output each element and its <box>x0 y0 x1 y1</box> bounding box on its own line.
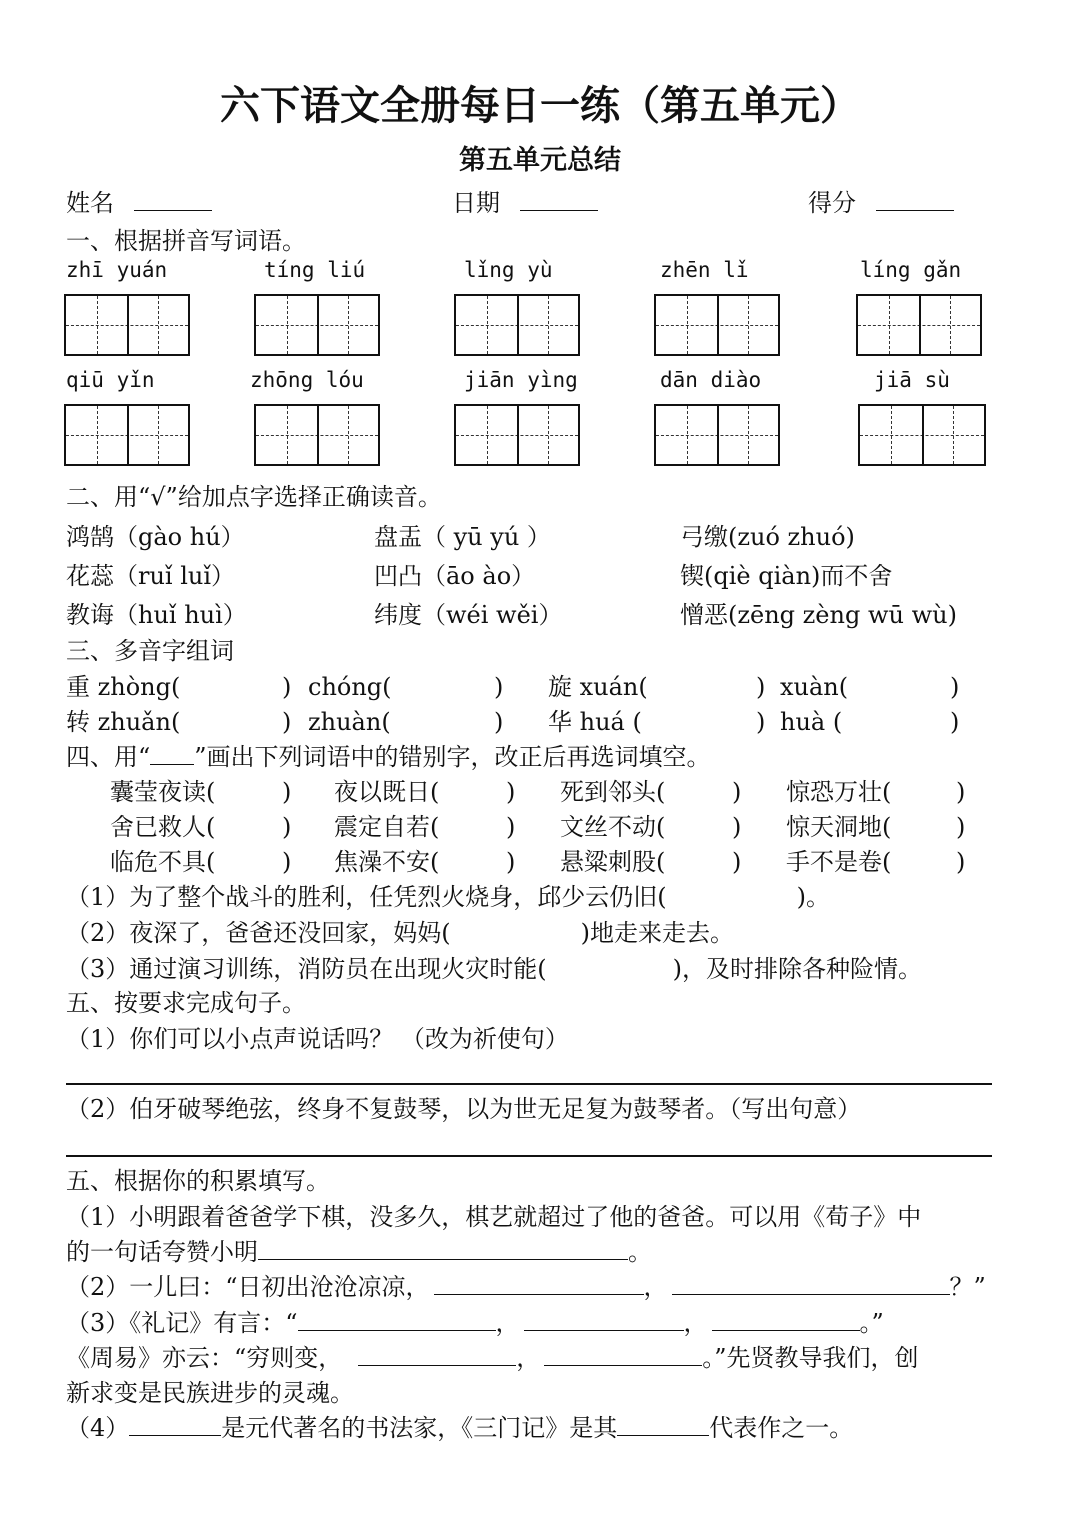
reading-item: 盘盂（ yū yú ） <box>374 523 551 551</box>
date-blank[interactable] <box>520 188 598 211</box>
polyphone-zhong: 重 zhòng( <box>66 673 181 701</box>
paren-close: ) <box>282 673 292 701</box>
score-label: 得分 <box>808 189 856 217</box>
pinyin-1-3: lǐng yù <box>464 258 553 282</box>
reading-item: 教诲（huǐ huì） <box>66 601 247 629</box>
fill-q1-end: )。 <box>796 883 831 911</box>
word-item: 焦澡不安( <box>334 848 440 876</box>
word-item: 舍已救人( <box>110 813 216 841</box>
fill-q2-end: )地走来走去。 <box>580 919 735 947</box>
reading-item: 锲(qiè qiàn)而不舍 <box>680 562 893 590</box>
writing-grid[interactable] <box>254 294 380 356</box>
recite-q3b-blank1[interactable] <box>358 1343 516 1366</box>
fill-q3 <box>66 954 922 984</box>
recite-q1-end: 。 <box>628 1238 652 1266</box>
pinyin-2-4: dān diào <box>660 368 762 392</box>
answer-line[interactable] <box>66 1155 992 1157</box>
word-item: 文丝不动( <box>560 813 666 841</box>
polyphone-zhuan2: zhuàn( <box>308 708 391 736</box>
recite-q4-text: （4） <box>66 1414 130 1442</box>
writing-grid[interactable] <box>858 404 986 466</box>
paren-close: ) <box>732 813 742 841</box>
pinyin-1-2: tíng liú <box>264 258 366 282</box>
sentence-q1: （1）你们可以小点声说话吗？ （改为祈使句） <box>66 1025 569 1053</box>
paren-close: ) <box>494 673 504 701</box>
paren-close: ) <box>282 778 292 806</box>
recite-q1-text: 的一句话夸赞小明 <box>66 1238 258 1266</box>
polyphone-hua2: huà ( <box>780 708 843 736</box>
fill-q1 <box>66 882 830 912</box>
paren-close: ) <box>956 813 966 841</box>
paren-close: ) <box>282 708 292 736</box>
section1-heading: 一、根据拼音写词语。 <box>66 227 306 255</box>
section3-heading: 三、多音字组词 <box>66 637 234 665</box>
sentence-q2: （2）伯牙破琴绝弦，终身不复鼓琴，以为世无足复为鼓琴者。（写出句意） <box>66 1095 862 1123</box>
section6-heading: 五、根据你的积累填写。 <box>66 1167 330 1195</box>
recite-q3-comma1: ， <box>495 1309 520 1337</box>
pinyin-1-4: zhēn lǐ <box>660 258 749 282</box>
pinyin-1-1: zhī yuán <box>66 258 168 282</box>
underline-sample <box>150 742 194 765</box>
recite-q3-blank2[interactable] <box>524 1308 684 1331</box>
recite-q3b-blank2[interactable] <box>544 1343 702 1366</box>
recite-q3-text: （3）《礼记》有言：“ <box>66 1309 298 1337</box>
fill-q2 <box>66 918 734 948</box>
word-item: 悬粱刺股( <box>560 848 666 876</box>
pinyin-2-5: jiā sù <box>874 368 950 392</box>
date-label: 日期 <box>452 189 500 217</box>
page-title: 六下语文全册每日一练（第五单元） <box>220 82 860 129</box>
section4-heading-a: 四、用“ <box>66 743 151 771</box>
polyphone-xuan2: xuàn( <box>780 673 849 701</box>
paren-close: ) <box>282 848 292 876</box>
pinyin-2-2: zhōng lóu <box>250 368 364 392</box>
recite-q3b-comma: ， <box>516 1344 541 1372</box>
polyphone-xuan: 旋 xuán( <box>548 673 648 701</box>
polyphone-chong: chóng( <box>308 673 392 701</box>
section4-heading <box>66 742 711 772</box>
date-field <box>452 188 598 218</box>
recite-q3b-end: 。”先贤教导我们，创 <box>702 1344 919 1372</box>
fill-q2-text: （2）夜深了，爸爸还没回家，妈妈( <box>66 919 451 947</box>
page-subtitle: 第五单元总结 <box>459 145 621 176</box>
word-item: 震定自若( <box>334 813 440 841</box>
recite-q2 <box>66 1272 986 1302</box>
paren-close: ) <box>956 848 966 876</box>
word-item: 惊天洞地( <box>786 813 892 841</box>
answer-line[interactable] <box>66 1083 992 1085</box>
recite-q2-text: （2）一儿曰：“日初出沧沧凉凉， <box>66 1273 430 1301</box>
writing-grid[interactable] <box>654 294 780 356</box>
paren-close: ) <box>756 673 766 701</box>
reading-item: 凹凸（āo ào） <box>374 562 536 590</box>
reading-item: 花蕊（ruǐ luǐ） <box>66 562 236 590</box>
reading-item: 憎恶(zēng zèng wū wù) <box>680 601 957 629</box>
paren-close: ) <box>756 708 766 736</box>
fill-q3-end: )，及时排除各种险情。 <box>672 955 923 983</box>
writing-grid[interactable] <box>454 404 580 466</box>
word-item: 夜以既日( <box>334 778 440 806</box>
recite-q1-line1: （1）小明跟着爸爸学下棋，没多久，棋艺就超过了他的爸爸。可以用《荀子》中 <box>66 1203 922 1231</box>
pinyin-1-5: líng gǎn <box>860 258 962 282</box>
paren-close: ) <box>950 673 960 701</box>
word-item: 临危不具( <box>110 848 216 876</box>
recite-q4 <box>66 1413 853 1443</box>
score-field <box>808 188 954 218</box>
recite-q4-end: 代表作之一。 <box>709 1414 854 1442</box>
paren-close: ) <box>282 813 292 841</box>
polyphone-hua: 华 huá ( <box>548 708 642 736</box>
score-blank[interactable] <box>876 188 954 211</box>
reading-item: 鸿鹄（gào hú） <box>66 523 245 551</box>
recite-q1-line2 <box>66 1237 652 1267</box>
writing-grid[interactable] <box>454 294 580 356</box>
name-field <box>66 188 212 218</box>
recite-q3-end: 。” <box>859 1309 884 1337</box>
polyphone-zhuan: 转 zhuǎn( <box>66 708 181 736</box>
paren-close: ) <box>950 708 960 736</box>
writing-grid[interactable] <box>654 404 780 466</box>
reading-item: 弓缴(zuó zhuó) <box>680 523 855 551</box>
word-item: 手不是卷( <box>786 848 892 876</box>
writing-grid[interactable] <box>64 294 190 356</box>
paren-close: ) <box>494 708 504 736</box>
recite-q2-blank1[interactable] <box>434 1272 644 1295</box>
writing-grid[interactable] <box>254 404 380 466</box>
paren-close: ) <box>732 848 742 876</box>
recite-q4-mid: 是元代著名的书法家，《三门记》是其 <box>221 1414 618 1442</box>
word-item: 囊莹夜读( <box>110 778 216 806</box>
word-item: 惊恐万壮( <box>786 778 892 806</box>
recite-q2-blank2[interactable] <box>672 1272 950 1295</box>
recite-q3c: 新求变是民族进步的灵魂。 <box>66 1379 354 1407</box>
paren-close: ) <box>506 813 516 841</box>
recite-q3b <box>66 1343 919 1373</box>
recite-q4-blank1[interactable] <box>129 1413 221 1436</box>
paren-close: ) <box>506 848 516 876</box>
recite-q4-blank2[interactable] <box>617 1413 709 1436</box>
recite-q3b-text: 《周易》亦云：“穷则变， <box>66 1344 343 1372</box>
fill-q3-text: （3）通过演习训练，消防员在出现火灾时能( <box>66 955 547 983</box>
reading-item: 纬度（wéi wěi） <box>374 601 563 629</box>
section4-heading-b: ”画出下列词语中的错别字，改正后再选词填空。 <box>194 743 711 771</box>
paren-close: ) <box>506 778 516 806</box>
pinyin-2-3: jiān yìng <box>464 368 578 392</box>
recite-q3-blank1[interactable] <box>298 1308 496 1331</box>
writing-grid[interactable] <box>64 404 190 466</box>
name-label: 姓名 <box>66 189 114 217</box>
recite-q3-comma2: ， <box>683 1309 708 1337</box>
section5-heading: 五、按要求完成句子。 <box>66 989 306 1017</box>
paren-close: ) <box>732 778 742 806</box>
recite-q2-comma: ， <box>643 1273 668 1301</box>
recite-q2-end: ？” <box>949 1273 986 1301</box>
name-blank[interactable] <box>134 188 212 211</box>
paren-close: ) <box>956 778 966 806</box>
recite-q3-blank3[interactable] <box>712 1308 860 1331</box>
recite-q3 <box>66 1308 884 1338</box>
pinyin-2-1: qiū yǐn <box>66 368 155 392</box>
fill-q1-text: （1）为了整个战斗的胜利，任凭烈火烧身，邱少云仍旧( <box>66 883 667 911</box>
section2-heading: 二、用“√”给加点字选择正确读音。 <box>66 483 442 511</box>
writing-grid[interactable] <box>856 294 982 356</box>
word-item: 死到邻头( <box>560 778 666 806</box>
recite-q1-blank[interactable] <box>258 1237 628 1260</box>
